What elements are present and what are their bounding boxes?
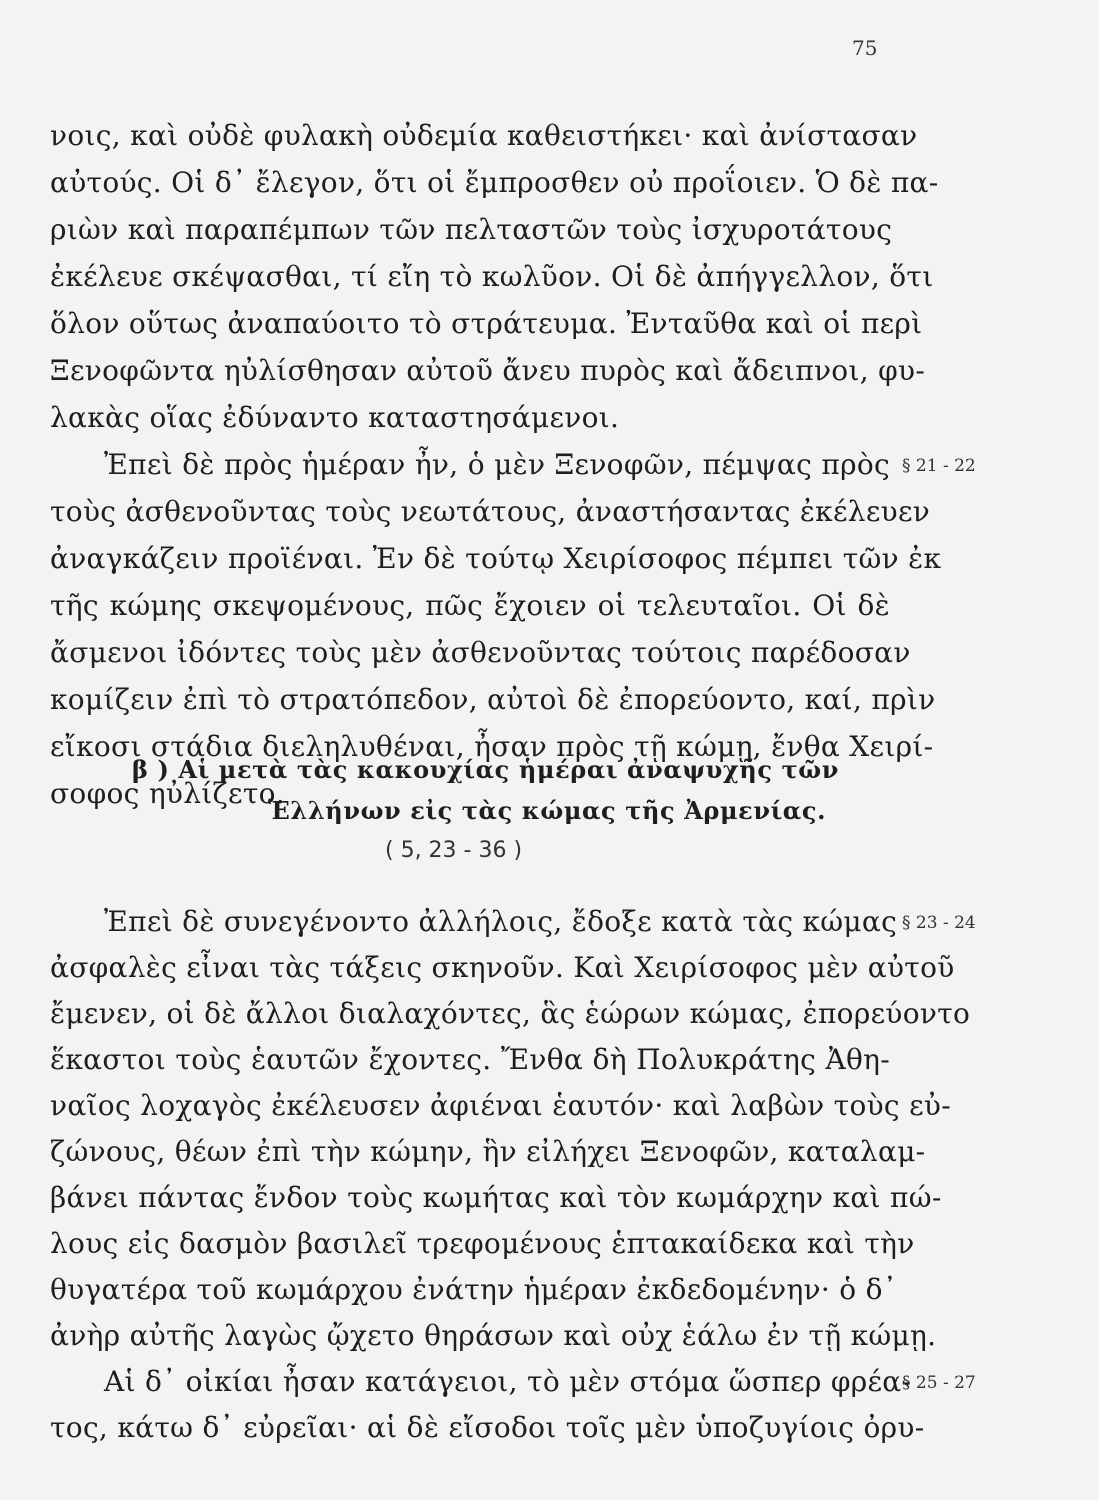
text-line: εἴκοσι στάδια διεληλυθέναι, ἦσαν πρὸς τῇ κώμῃ, ἔνθα Χειρί- (50, 730, 934, 763)
text-line: Ἐπεὶ δὲ πρὸς ἡμέραν ἦν, ὁ μὲν Ξενοφῶν, πέμψας πρὸς (104, 448, 890, 481)
page-number: 75 (852, 36, 878, 60)
section-marginal-reference: § 21 - 22 (902, 456, 976, 476)
text-line: ὅλον οὕτως ἀναπαύοιτο τὸ στράτευμα. Ἐνταῦθα καὶ οἱ περὶ (50, 307, 923, 340)
text-line: τοὺς ἀσθενοῦντας τοὺς νεωτάτους, ἀναστήσαντας ἐκέλευεν (50, 495, 931, 528)
text-line: λακὰς οἵας ἐδύναντο καταστησάμενοι. (50, 401, 620, 434)
text-line: τος, κάτω δ᾽ εὐρεῖαι· αἱ δὲ εἴσοδοι τοῖς μὲν ὑποζυγίοις ὀρυ- (50, 1411, 925, 1444)
text-line: τῆς κώμης σκεψομένους, πῶς ἔχοιεν οἱ τελευταῖοι. Οἱ δὲ (50, 589, 890, 622)
section-marginal-reference: § 25 - 27 (902, 1373, 976, 1393)
text-line: νοις, καὶ οὐδὲ φυλακὴ οὐδεμία καθειστήκει· καὶ ἀνίστασαν (50, 119, 918, 152)
section-source-reference: ( 5, 23 - 36 ) (385, 838, 523, 863)
text-line: ἀνὴρ αὐτῆς λαγὼς ᾤχετο θηράσων καὶ οὐχ ἑάλω ἐν τῇ κώμῃ. (50, 1319, 937, 1352)
section-heading-line-2: Ἑλλήνων εἰς τὰς κώμας τῆς Ἀρμενίας. (268, 796, 827, 825)
text-line: ἀναγκάζειν προϊέναι. Ἐν δὲ τούτῳ Χειρίσοφος πέμπει τῶν ἐκ (50, 542, 942, 575)
text-line: αὐτούς. Οἱ δ᾽ ἔλεγον, ὅτι οἱ ἔμπροσθεν οὐ προΐοιεν. Ὁ δὲ πα- (50, 166, 939, 199)
text-line: ναῖος λοχαγὸς ἐκέλευσεν ἀφιέναι ἑαυτόν· καὶ λαβὼν τοὺς εὐ- (50, 1089, 951, 1122)
text-line: βάνει πάντας ἔνδον τοὺς κωμήτας καὶ τὸν κωμάρχην καὶ πώ- (50, 1181, 942, 1214)
section-heading-line-1: β ) Αἱ μετὰ τὰς κακουχίας ἡμέραι ἀναψυχῆς τῶν (132, 755, 839, 784)
text-line: Ἐπεὶ δὲ συνεγένοντο ἀλλήλοις, ἔδοξε κατὰ τὰς κώμας (104, 905, 898, 938)
text-line: ἀσφαλὲς εἶναι τὰς τάξεις σκηνοῦν. Καὶ Χειρίσοφος μὲν αὐτοῦ (50, 951, 955, 984)
text-line: κομίζειν ἐπὶ τὸ στρατόπεδον, αὐτοὶ δὲ ἐπορεύοντο, καί, πρὶν (50, 683, 936, 716)
section-marginal-reference: § 23 - 24 (902, 913, 976, 933)
text-line: ριὼν καὶ παραπέμπων τῶν πελταστῶν τοὺς ἰσχυροτάτους (50, 213, 893, 246)
text-line: Ξενοφῶντα ηὐλίσθησαν αὐτοῦ ἄνευ πυρὸς καὶ ἄδειπνοι, φυ- (50, 354, 926, 387)
text-line: ἐκέλευε σκέψασθαι, τί εἴη τὸ κωλῦον. Οἱ δὲ ἀπήγγελλον, ὅτι (50, 260, 934, 293)
text-line: θυγατέρα τοῦ κωμάρχου ἐνάτην ἡμέραν ἐκδεδομένην· ὁ δ᾽ (50, 1273, 898, 1306)
text-line: σοφος ηὐλίζετο. (50, 777, 285, 810)
text-line: λους εἰς δασμὸν βασιλεῖ τρεφομένους ἑπτακαίδεκα καὶ τὴν (50, 1227, 915, 1260)
text-line: ἔμενεν, οἱ δὲ ἄλλοι διαλαχόντες, ἃς ἑώρων κώμας, ἐπορεύοντο (50, 997, 971, 1030)
text-line: Αἱ δ᾽ οἰκίαι ἦσαν κατάγειοι, τὸ μὲν στόμα ὥσπερ φρέα- (104, 1365, 912, 1398)
text-line: ἄσμενοι ἰδόντες τοὺς μὲν ἀσθενοῦντας τούτοις παρέδοσαν (50, 636, 911, 669)
text-line: ἕκαστοι τοὺς ἑαυτῶν ἔχοντες. Ἔνθα δὴ Πολυκράτης Ἀθη- (50, 1043, 890, 1076)
text-line: ζώνους, θέων ἐπὶ τὴν κώμην, ἣν εἰλήχει Ξενοφῶν, καταλαμ- (50, 1135, 926, 1168)
